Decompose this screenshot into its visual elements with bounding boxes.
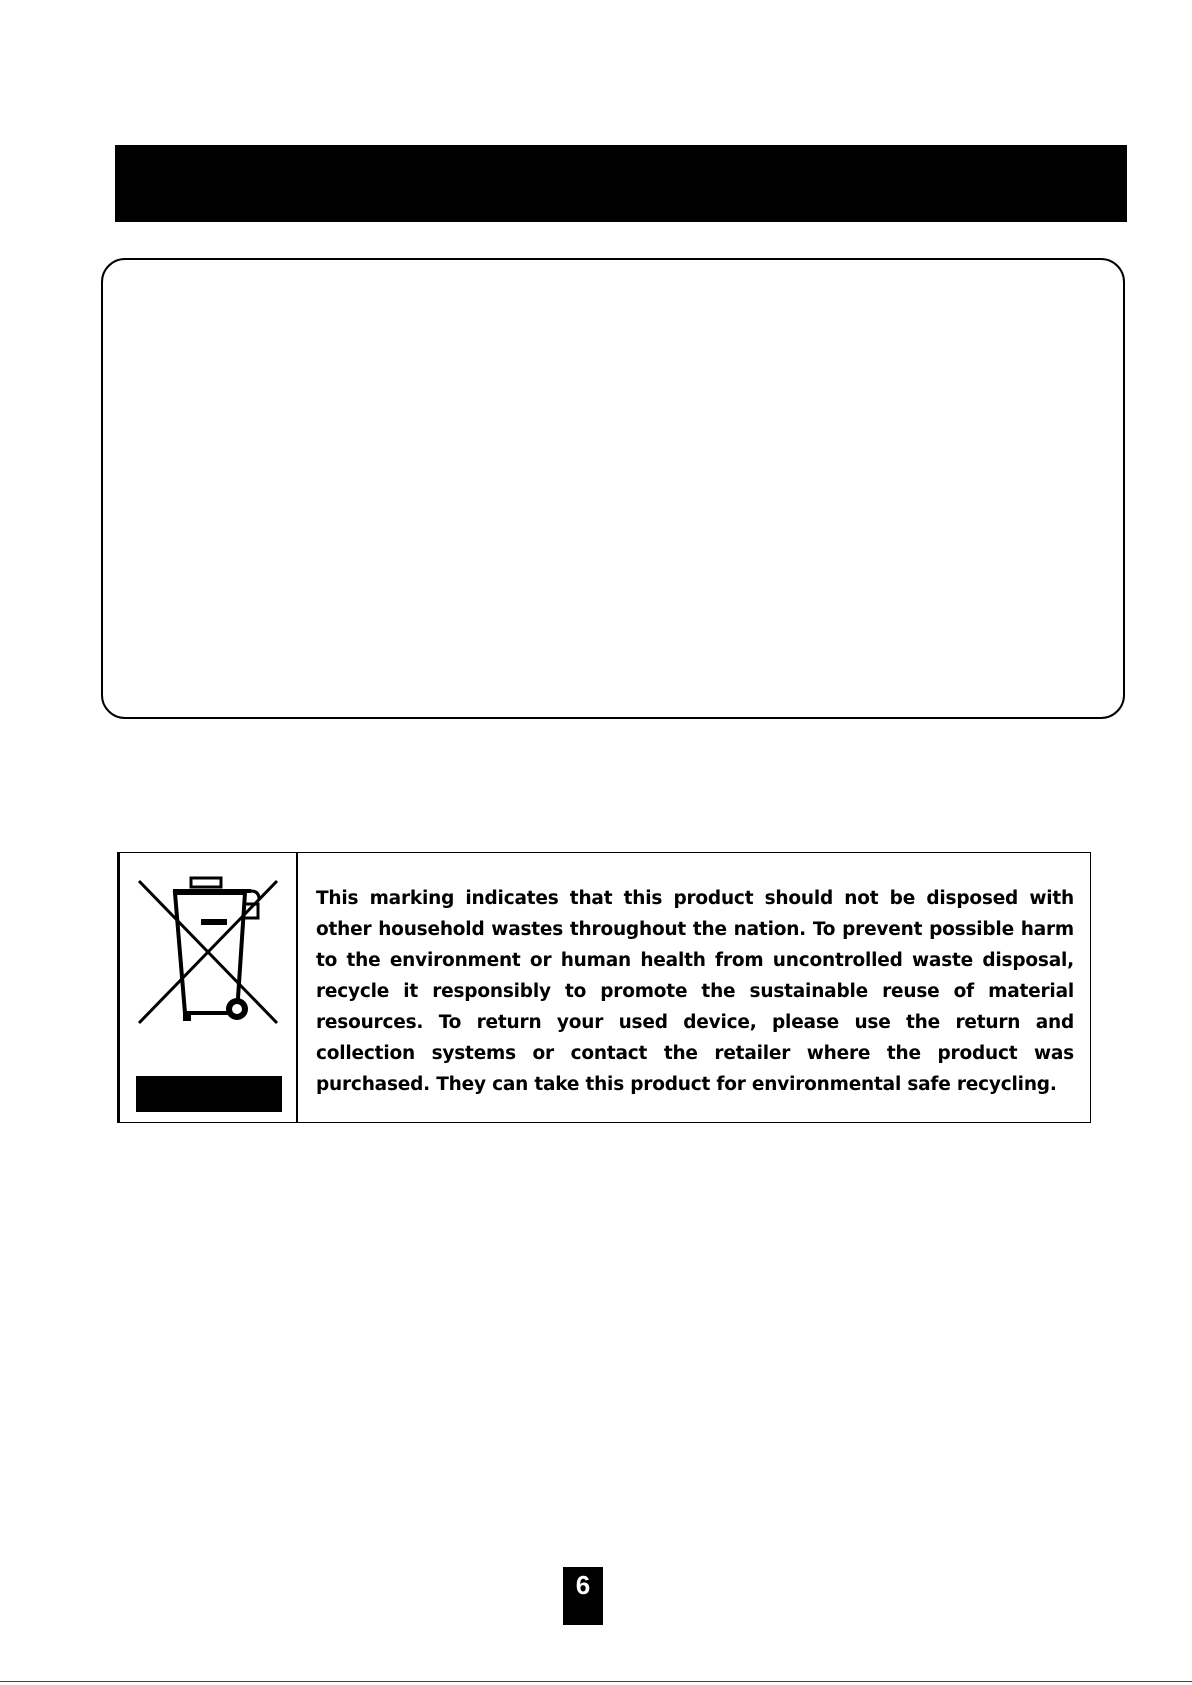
- crossed-out-wheelie-bin-icon: [133, 873, 283, 1033]
- weee-black-bar: [136, 1076, 282, 1112]
- weee-icon-cell: [120, 853, 298, 1122]
- bottom-rule: [0, 1681, 1192, 1682]
- section-header-bar: [115, 145, 1127, 222]
- page-number: 6: [575, 1570, 591, 1600]
- content-frame: [101, 258, 1125, 719]
- page-number-box: [563, 1567, 603, 1625]
- weee-notice-text: This marking indicates that this product should not be disposed with other household wastes throughout the nation. To prevent possible harm to the environment or human health from uncontrolled waste disposal, recycle it responsibly to promote the sustainable reuse of material resources. To return your used device, please use the return and collection systems or contact the retailer where the product was purchased. They can take this product for environmental safe recycling.: [316, 888, 1074, 1095]
- weee-notice-box: [117, 852, 1091, 1123]
